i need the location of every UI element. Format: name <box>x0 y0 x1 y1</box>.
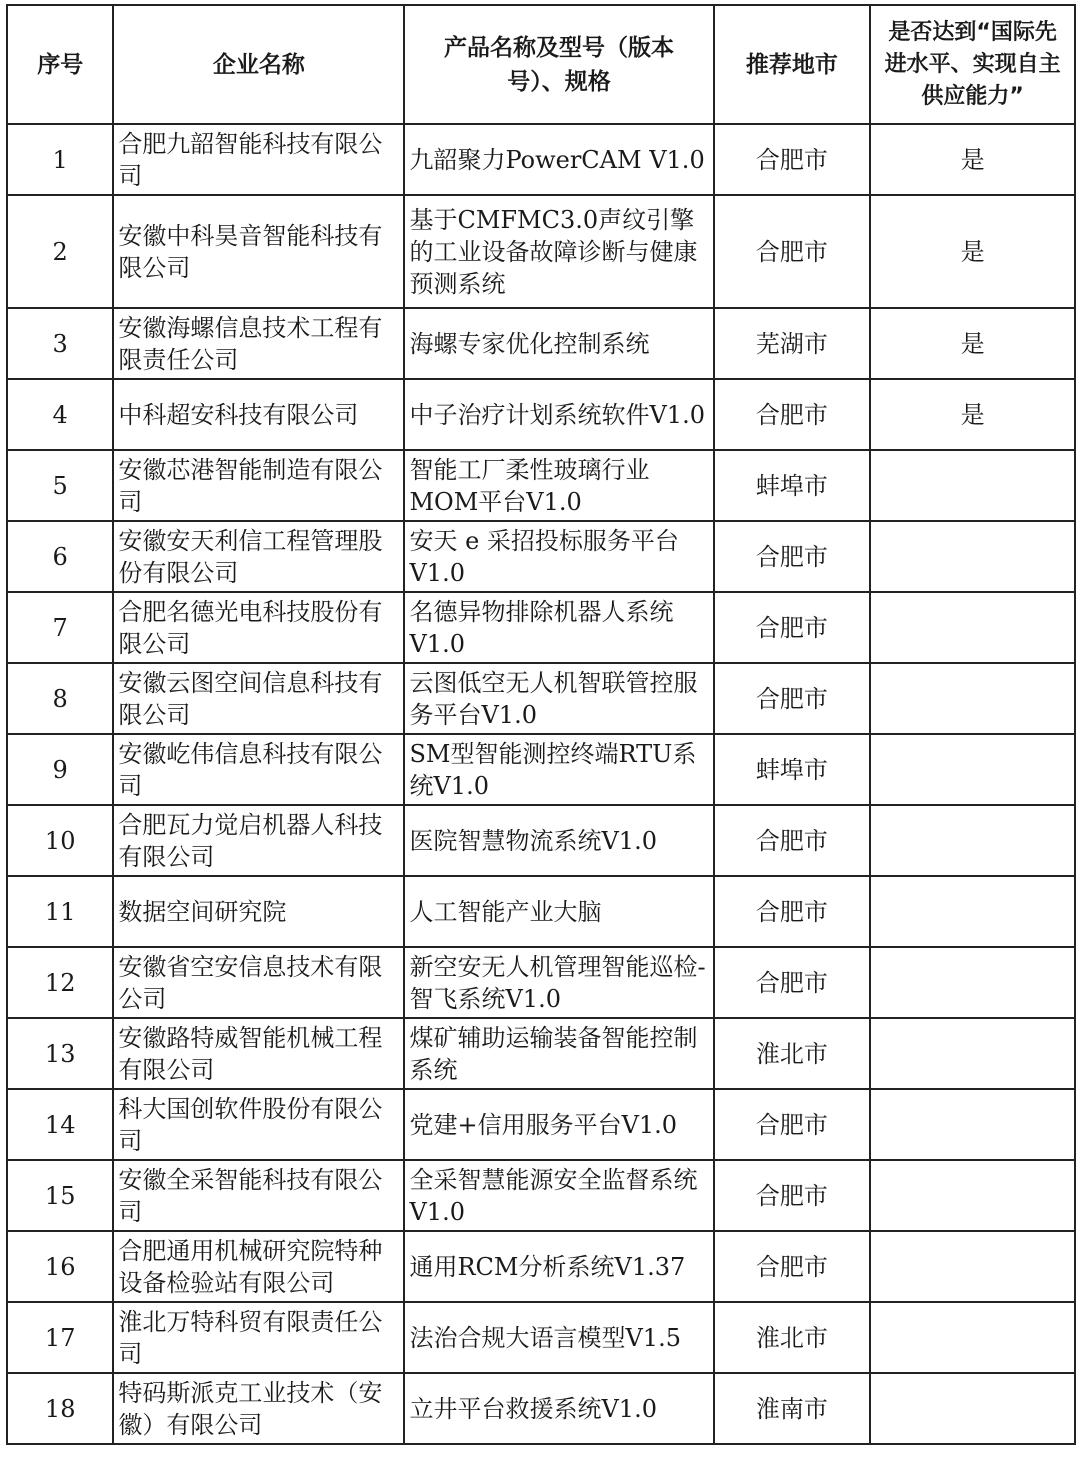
cell-city: 合肥市 <box>714 592 871 663</box>
cell-city: 淮北市 <box>714 1018 871 1089</box>
header-enterprise: 企业名称 <box>113 5 404 124</box>
cell-city: 合肥市 <box>714 1160 871 1231</box>
cell-intl-level <box>870 1231 1075 1302</box>
cell-no: 12 <box>7 947 113 1018</box>
table-row <box>7 876 1075 947</box>
cell-city: 合肥市 <box>714 195 871 308</box>
cell-no: 6 <box>7 521 113 592</box>
header-product: 产品名称及型号（版本号）、规格 <box>404 5 713 124</box>
cell-city: 合肥市 <box>714 1231 871 1302</box>
cell-enterprise: 安徽芯港智能制造有限公司 <box>113 450 404 521</box>
cell-city: 蚌埠市 <box>714 450 871 521</box>
header-no: 序号 <box>7 5 113 124</box>
cell-no: 4 <box>7 379 113 450</box>
cell-product: 九韶聚力PowerCAM V1.0 <box>404 124 713 195</box>
cell-enterprise: 科大国创软件股份有限公司 <box>113 1089 404 1160</box>
table-row <box>7 521 1075 592</box>
cell-enterprise: 安徽全采智能科技有限公司 <box>113 1160 404 1231</box>
header-city: 推荐地市 <box>714 5 871 124</box>
cell-no: 9 <box>7 734 113 805</box>
cell-city: 合肥市 <box>714 379 871 450</box>
cell-intl-level <box>870 521 1075 592</box>
table-row <box>7 1160 1075 1231</box>
cell-city: 合肥市 <box>714 805 871 876</box>
cell-product: 医院智慧物流系统V1.0 <box>404 805 713 876</box>
cell-product: 海螺专家优化控制系统 <box>404 308 713 379</box>
table-row <box>7 124 1075 195</box>
cell-intl-level <box>870 663 1075 734</box>
header-intl-level: 是否达到“国际先进水平、实现自主供应能力” <box>870 5 1075 124</box>
cell-no: 18 <box>7 1373 113 1444</box>
cell-no: 3 <box>7 308 113 379</box>
cell-intl-level <box>870 1373 1075 1444</box>
cell-city: 淮北市 <box>714 1302 871 1373</box>
cell-city: 合肥市 <box>714 521 871 592</box>
cell-enterprise: 合肥通用机械研究院特种设备检验站有限公司 <box>113 1231 404 1302</box>
cell-intl-level <box>870 947 1075 1018</box>
cell-intl-level <box>870 450 1075 521</box>
cell-enterprise: 安徽屹伟信息科技有限公司 <box>113 734 404 805</box>
cell-no: 2 <box>7 195 113 308</box>
cell-enterprise: 合肥九韶智能科技有限公司 <box>113 124 404 195</box>
cell-city: 合肥市 <box>714 663 871 734</box>
cell-enterprise: 安徽路特威智能机械工程有限公司 <box>113 1018 404 1089</box>
cell-intl-level <box>870 805 1075 876</box>
cell-no: 17 <box>7 1302 113 1373</box>
cell-product: 新空安无人机管理智能巡检-智飞系统V1.0 <box>404 947 713 1018</box>
cell-enterprise: 安徽安天利信工程管理股份有限公司 <box>113 521 404 592</box>
cell-no: 14 <box>7 1089 113 1160</box>
table-row <box>7 947 1075 1018</box>
cell-no: 8 <box>7 663 113 734</box>
table-row <box>7 1089 1075 1160</box>
table-header-row <box>7 5 1075 124</box>
cell-product: 人工智能产业大脑 <box>404 876 713 947</box>
cell-product: 煤矿辅助运输装备智能控制系统 <box>404 1018 713 1089</box>
cell-product: 法治合规大语言模型V1.5 <box>404 1302 713 1373</box>
cell-enterprise: 中科超安科技有限公司 <box>113 379 404 450</box>
table-row <box>7 592 1075 663</box>
cell-city: 合肥市 <box>714 1089 871 1160</box>
cell-no: 13 <box>7 1018 113 1089</box>
cell-intl-level: 是 <box>870 195 1075 308</box>
table-row <box>7 805 1075 876</box>
cell-product: 党建+信用服务平台V1.0 <box>404 1089 713 1160</box>
cell-intl-level <box>870 734 1075 805</box>
cell-enterprise: 安徽云图空间信息科技有限公司 <box>113 663 404 734</box>
cell-product: 全采智慧能源安全监督系统V1.0 <box>404 1160 713 1231</box>
cell-city: 蚌埠市 <box>714 734 871 805</box>
table-row <box>7 663 1075 734</box>
cell-enterprise: 合肥瓦力觉启机器人科技有限公司 <box>113 805 404 876</box>
cell-no: 10 <box>7 805 113 876</box>
table-row <box>7 1373 1075 1444</box>
cell-enterprise: 安徽中科昊音智能科技有限公司 <box>113 195 404 308</box>
product-list-table <box>6 4 1076 1445</box>
cell-city: 合肥市 <box>714 124 871 195</box>
table-row <box>7 308 1075 379</box>
cell-product: 名德异物排除机器人系统V1.0 <box>404 592 713 663</box>
cell-enterprise: 安徽省空安信息技术有限公司 <box>113 947 404 1018</box>
cell-product: 立井平台救援系统V1.0 <box>404 1373 713 1444</box>
cell-product: SM型智能测控终端RTU系统V1.0 <box>404 734 713 805</box>
cell-no: 11 <box>7 876 113 947</box>
cell-city: 合肥市 <box>714 947 871 1018</box>
cell-intl-level <box>870 1089 1075 1160</box>
cell-product: 基于CMFMC3.0声纹引擎的工业设备故障诊断与健康预测系统 <box>404 195 713 308</box>
cell-intl-level <box>870 592 1075 663</box>
cell-no: 7 <box>7 592 113 663</box>
cell-no: 15 <box>7 1160 113 1231</box>
cell-product: 通用RCM分析系统V1.37 <box>404 1231 713 1302</box>
cell-enterprise: 合肥名德光电科技股份有限公司 <box>113 592 404 663</box>
table-row <box>7 379 1075 450</box>
cell-product: 安天 e 采招投标服务平台V1.0 <box>404 521 713 592</box>
table-row <box>7 195 1075 308</box>
table-row <box>7 1018 1075 1089</box>
table-row <box>7 1302 1075 1373</box>
cell-no: 5 <box>7 450 113 521</box>
cell-product: 智能工厂柔性玻璃行业MOM平台V1.0 <box>404 450 713 521</box>
cell-city: 合肥市 <box>714 876 871 947</box>
cell-intl-level: 是 <box>870 379 1075 450</box>
cell-intl-level <box>870 1302 1075 1373</box>
cell-enterprise: 数据空间研究院 <box>113 876 404 947</box>
cell-product: 云图低空无人机智联管控服务平台V1.0 <box>404 663 713 734</box>
table-row <box>7 450 1075 521</box>
cell-intl-level <box>870 1160 1075 1231</box>
table-row <box>7 1231 1075 1302</box>
cell-intl-level: 是 <box>870 308 1075 379</box>
cell-city: 淮南市 <box>714 1373 871 1444</box>
cell-no: 1 <box>7 124 113 195</box>
cell-enterprise: 安徽海螺信息技术工程有限责任公司 <box>113 308 404 379</box>
cell-intl-level <box>870 876 1075 947</box>
table-row <box>7 734 1075 805</box>
cell-intl-level <box>870 1018 1075 1089</box>
cell-product: 中子治疗计划系统软件V1.0 <box>404 379 713 450</box>
cell-intl-level: 是 <box>870 124 1075 195</box>
cell-enterprise: 特码斯派克工业技术（安徽）有限公司 <box>113 1373 404 1444</box>
cell-enterprise: 淮北万特科贸有限责任公司 <box>113 1302 404 1373</box>
cell-city: 芜湖市 <box>714 308 871 379</box>
cell-no: 16 <box>7 1231 113 1302</box>
